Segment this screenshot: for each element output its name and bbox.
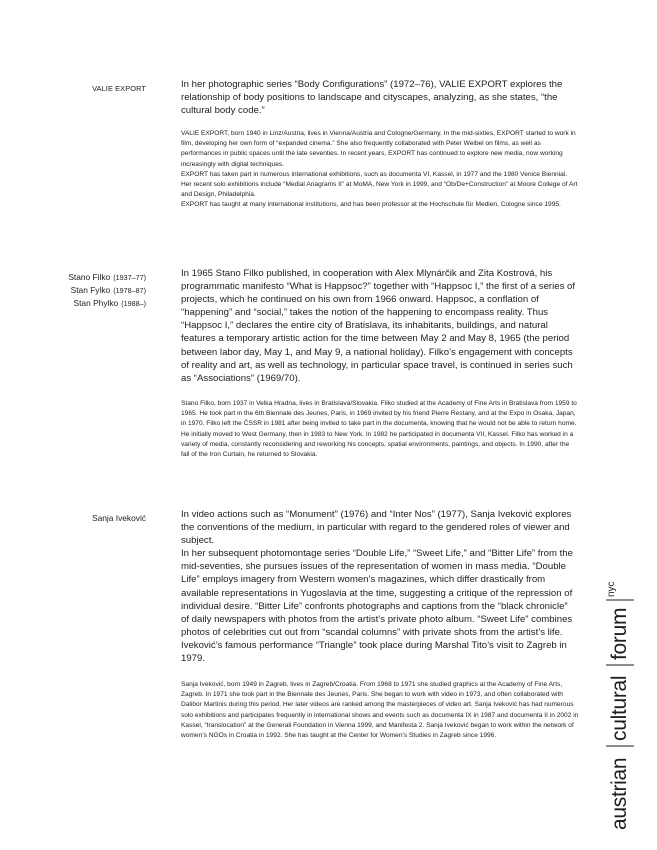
artist-name-stano-filko bbox=[68, 271, 146, 284]
bio-paragraph: EXPORT has taught at many international institutions, and has been professor at the Hochschule für Medien, Cologne since 1995. bbox=[181, 201, 561, 209]
bio-paragraph: VALIE EXPORT, born 1940 in Linz/Austria, lives in Vienna/Austria and Cologne/Germany. In the mid-sixties, EXPORT started to work in film, developing her own form of “expanded cinema.” She also frequently collaborated with Peter Weibel on films, as well as performances in public spaces until the late seventies. In recent years, EXPORT has continued to explore new media, now working increasingly with digital techniques. bbox=[181, 130, 576, 168]
intro-paragraph: In her subsequent photomontage series “Double Life,” “Sweet Life,” and “Bitter Life” from the mid-seventies, she pursues issues of the representation of women in mass media. “Double Life” employs imagery from Western women’s magazines, which differ drastically from available representations in Yugoslavia at the time, suggesting a critique of the repression of individual desire. “Bitter Life” confronts photographs and captions from the “black chronicle” of daily newspapers with photos from the artist’s private photo album. “Sweet Life” combines photos of celebrities cut out from “scandal columns” with private shots from the artist’s life. Iveković’s famous performance “Triangle” took place during Marshal Tito’s visit to Zagreb in 1979. bbox=[181, 548, 573, 665]
artist-name-valie-export bbox=[92, 82, 146, 95]
intro-paragraph: In her photographic series “Body Configurations” (1972–76), VALIE EXPORT explores the relationship of body positions to landscape and cityscapes, analyzing, as she states, “the cultural body code.” bbox=[181, 79, 563, 117]
artist-years: (1937–77) bbox=[113, 273, 146, 282]
bio-paragraph: Stano Filko, born 1937 in Velka Hradna, lives in Bratislava/Slovakia. Filko studied at the Academy of Fine Arts in Bratislava from 1959 to 1965. He took part in the 6th Biennale des Jeunes, Paris, in 1969 invited by his friend Pierre Restany, and at the Expo in Osaka, Japan, in 1970. Filko left the ČSSR in 1981 after being invited to take part in the documenta, knowing that he would not be able to return home. He initially moved to West Germany, then in 1983 to New York. In 1982 he participated in documenta VII, Kassel. Filko has worked in a variety of media, constantly reconsidering and reworking his concepts, spatial environments, paintings, and objects. In 1990, after the fall of the Iron Curtain, he returned to Slovakia. bbox=[181, 400, 577, 459]
artist-name-text: Stan Phylko bbox=[73, 298, 119, 308]
bio-paragraph: EXPORT has taken part in numerous international exhibitions, such as documenta VI, Kassel, in 1977 and the 1980 Venice Biennial. Her recent solo exhibitions include “Medial Anagrams II” at MoMA, New York in 1999, and “Ob/De+Construction” at Moore College of Art and Design, Philadelphia. bbox=[181, 170, 578, 199]
intro-valie-export bbox=[181, 78, 577, 117]
bio-sanja-ivekovic bbox=[181, 680, 579, 741]
logo-word-forum: forum bbox=[608, 607, 631, 660]
logo-word-austrian: austrian bbox=[608, 757, 631, 830]
artist-name-text: VALIE EXPORT bbox=[92, 84, 146, 93]
intro-paragraph: In 1965 Stano Filko published, in cooperation with Alex Mlynárčik and Zita Kostrová, his programmatic manifesto “What is Happsoc?” together with “Happsoc I,” the first of a series of projects, which he continued on his own from 1966 onward. Happsoc, a conflation of “happening” and “social,” takes the notion of the happening to encompass reality. Thus “Happsoc I,” declares the entire city of Bratislava, its inhabitants, buildings, and natural features a temporary artistic action for the time between May 2 and May 8, 1965 (the period between labor day, May 1, and May 9, a national holiday). Filko’s engagement with concepts of reality and art, as well as technology, in particular space travel, is continued in series such as “Associations” (1969/70). bbox=[181, 268, 576, 384]
logo-suffix-nyc: nyc bbox=[606, 581, 617, 597]
artist-years: (1978–87) bbox=[113, 286, 146, 295]
bio-paragraph: Sanja Iveković, born 1949 in Zagreb, lives in Zagreb/Croatia. From 1968 to 1971 she studied graphics at the Academy of Fine Arts, Zagreb. In 1971 she took part in the Biennale des Jeunes, Paris. She began to work with video in 1973, and often collaborated with Dalibor Martinis during this period. Her later videos are ranked among the masterpieces of video art. Sanja Iveković has had numerous solo exhibitions and participates frequently in international shows and events such as documenta IX in 1987 and documenta II in 2002 in Kassel, “translocation” at the Generali Foundation in Vienna 1999, and Manifesta 2. Sanja Iveković began to work within the network of women’s NGOs in Croatia in 1992. She has taught at the Center for Women’s Studies in Zagreb since 1996. bbox=[181, 681, 579, 740]
bio-valie-export bbox=[181, 129, 579, 211]
logo-word-cultural: cultural bbox=[608, 675, 631, 741]
artist-name-stan-phylko bbox=[74, 297, 146, 310]
artist-years: (1988–) bbox=[121, 299, 146, 308]
artist-name-text: Stano Filko bbox=[68, 272, 111, 282]
intro-paragraph: In video actions such as “Monument” (1976) and “Inter Nos” (1977), Sanja Iveković explores the conventions of the medium, in particular with regard to the gendered roles of viewer and subject. bbox=[181, 509, 572, 547]
artist-name-sanja-ivekovic bbox=[92, 512, 146, 524]
intro-sanja-ivekovic bbox=[181, 508, 577, 665]
artist-name-text: Stan Fylko bbox=[70, 285, 111, 295]
austrian-cultural-forum-logo bbox=[590, 572, 642, 832]
intro-stano-filko bbox=[181, 267, 577, 385]
bio-stano-filko bbox=[181, 399, 579, 460]
artist-name-text: Sanja Iveković bbox=[92, 513, 146, 523]
artist-name-stan-fylko bbox=[71, 284, 146, 297]
